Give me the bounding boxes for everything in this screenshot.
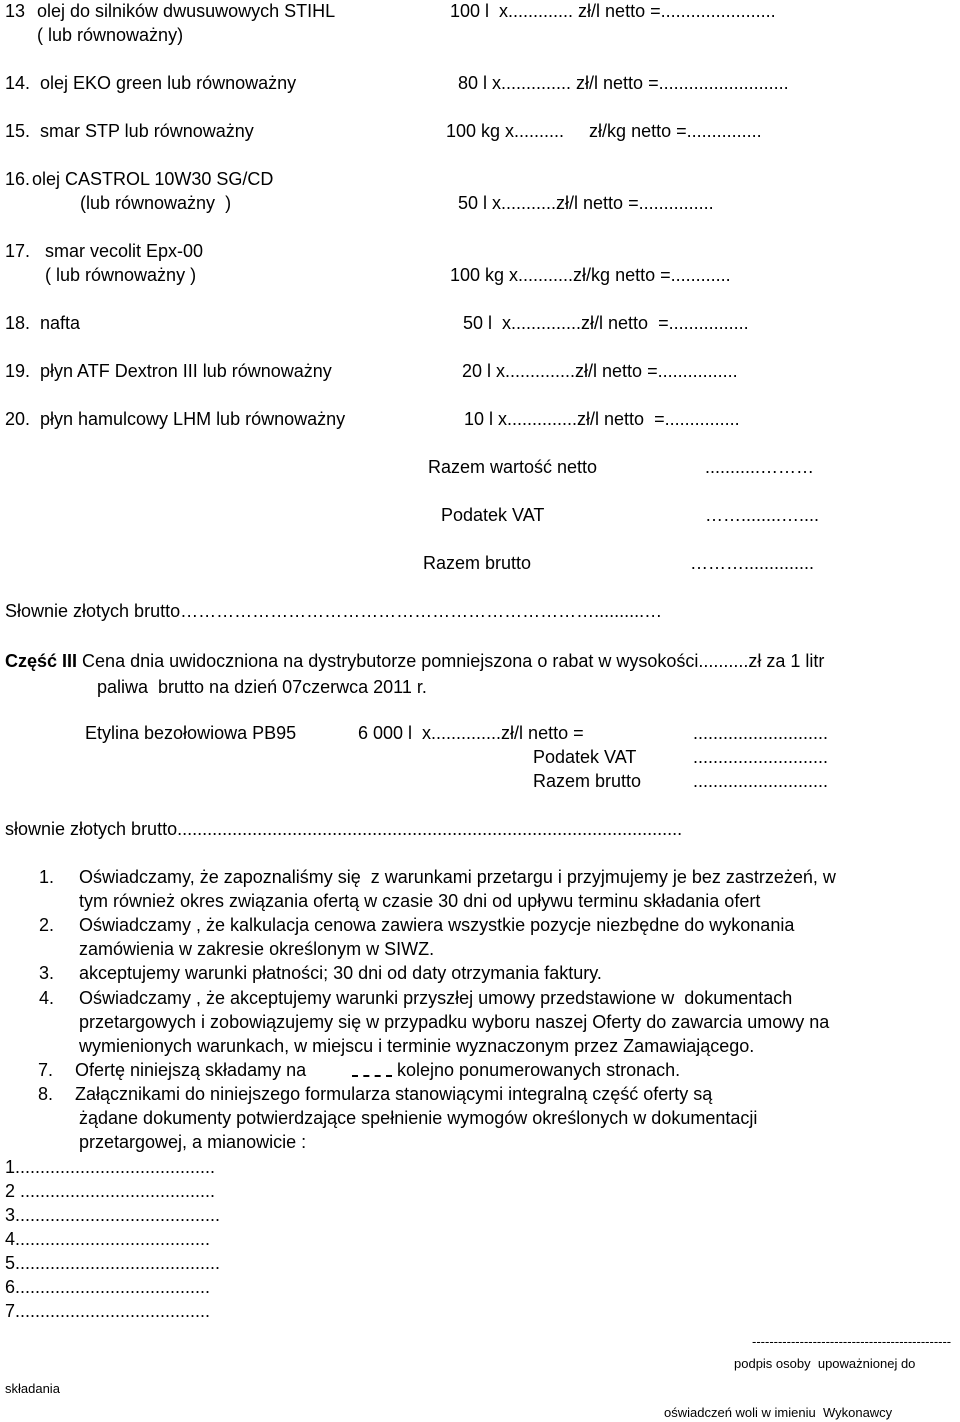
declaration-7-number: 7. [38,1060,54,1080]
item-13-price: 100 l x............. zł/l netto =....................... [450,1,776,21]
words-line: Słownie złotych brutto……………………………………………………………..........… [5,601,663,621]
item-18-price: 50 l x..............zł/l netto =................ [463,313,749,333]
attachment-line-6: 6....................................... [5,1277,211,1297]
signature-label-left: składania [5,1381,60,1396]
item-14-name: olej EKO green lub równoważny [40,73,297,93]
fuel-vat-label: Podatek VAT [533,747,637,767]
attachment-line-4: 4....................................... [5,1229,211,1249]
total-net-value: ...........……… [705,457,815,477]
fuel-net-value: ........................... [693,723,829,743]
item-15-price: 100 kg x.......... zł/kg netto =............... [446,121,762,141]
declaration-2-text: Oświadczamy , że kalkulacja cenowa zawiera wszystkie pozycje niezbędne do wykonania [79,915,795,935]
declaration-3-text: akceptujemy warunki płatności; 30 dni od daty otrzymania faktury. [79,963,602,983]
item-14-number: 14. [5,73,31,93]
declaration-2-text-cont: zamówienia w zakresie określonym w SIWZ. [79,939,435,959]
item-15-name: smar STP lub równoważny [40,121,254,141]
attachment-line-5: 5......................................... [5,1253,221,1273]
item-17-name-cont: ( lub równoważny ) [45,265,197,285]
page-count-blank [352,1075,392,1077]
part3-line1 [5,650,824,672]
item-16-name: olej CASTROL 10W30 SG/CD [32,169,274,189]
total-vat-label: Podatek VAT [441,505,545,525]
declaration-7-text-a: Ofertę niniejszą składamy na [75,1060,307,1080]
declaration-7-text-b: kolejno ponumerowanych stronach. [397,1060,681,1080]
part3-text2: paliwa brutto na dzień 07czerwca 2011 r. [97,677,427,697]
signature-label-2: oświadczeń woli w imieniu Wykonawcy [664,1405,893,1420]
attachment-line-1: 1........................................ [5,1157,216,1177]
declaration-4-number: 4. [39,988,55,1008]
item-19-name: płyn ATF Dextron III lub równoważny [40,361,332,381]
item-16-number: 16. [5,169,31,189]
declaration-4-text-cont2: wymienionych warunkach, w miejscu i terminie wyznaczonym przez Zamawiającego. [79,1036,755,1056]
part3-label: Część III [5,651,78,671]
declaration-1-text-cont: tym również okres związania ofertą w czasie 30 dni od upływu terminu składania ofert [79,891,761,911]
item-18-number: 18. [5,313,31,333]
fuel-name: Etylina bezołowiowa PB95 [85,723,297,743]
total-gross-label: Razem brutto [423,553,532,573]
signature-line: ---------------------------------------------- [752,1334,952,1349]
declaration-3-number: 3. [39,963,55,983]
declaration-8-text-cont2: przetargowej, a mianowicie : [79,1132,307,1152]
declaration-8-text-cont: żądane dokumenty potwierdzające spełnienie wymogów określonych w dokumentacji [79,1108,758,1128]
item-17-name: smar vecolit Epx-00 [45,241,204,261]
declaration-8-text: Załącznikami do niniejszego formularza stanowiącymi integralną część oferty są [75,1084,713,1104]
total-vat-value: ……........….... [705,505,820,525]
attachment-line-7: 7....................................... [5,1301,211,1321]
total-net-label: Razem wartość netto [428,457,598,477]
declaration-1-text: Oświadczamy, że zapoznaliśmy się z warunkami przetargu i przyjmujemy je bez zastrzeżeń, w [79,867,836,887]
item-18-name: nafta [40,313,81,333]
item-13-name: olej do silników dwusuwowych STIHL [37,1,336,21]
item-19-number: 19. [5,361,31,381]
item-19-price: 20 l x..............zł/l netto =................ [462,361,738,381]
item-13-number: 13 [5,1,26,21]
attachment-line-2: 2 ....................................... [5,1181,216,1201]
words-line-2: słownie złotych brutto..................................................................................................... [5,819,683,839]
fuel-qty: 6 000 l x..............zł/l netto = [358,723,584,743]
attachment-line-3: 3......................................... [5,1205,221,1225]
item-20-number: 20. [5,409,31,429]
declaration-8-number: 8. [38,1084,54,1104]
item-20-name: płyn hamulcowy LHM lub równoważny [40,409,346,429]
declaration-1-number: 1. [39,867,55,887]
part3-text1: Cena dnia uwidoczniona na dystrybutorze pomniejszona o rabat w wysokości..........zł za 1 litr [77,651,825,671]
fuel-gross-value: ........................... [693,771,829,791]
item-17-number: 17. [5,241,31,261]
total-gross-value: ……….............. [690,553,815,573]
item-17-price: 100 kg x...........zł/kg netto =............ [450,265,731,285]
item-16-name-cont: (lub równoważny ) [80,193,232,213]
declaration-4-text: Oświadczamy , że akceptujemy warunki przyszłej umowy przedstawione w dokumentach [79,988,793,1008]
fuel-vat-value: ........................... [693,747,829,767]
declaration-2-number: 2. [39,915,55,935]
item-16-price: 50 l x...........zł/l netto =............... [458,193,714,213]
declaration-4-text-cont: przetargowych i zobowiązujemy się w przypadku wyboru naszej Oferty do zawarcia umowy na [79,1012,830,1032]
item-14-price: 80 l x.............. zł/l netto =.......................... [458,73,789,93]
item-20-price: 10 l x..............zł/l netto =............... [464,409,740,429]
item-13-name-cont: ( lub równoważny) [37,25,184,45]
signature-label-1: podpis osoby upoważnionej do [734,1356,916,1371]
item-15-number: 15. [5,121,31,141]
fuel-gross-label: Razem brutto [533,771,642,791]
